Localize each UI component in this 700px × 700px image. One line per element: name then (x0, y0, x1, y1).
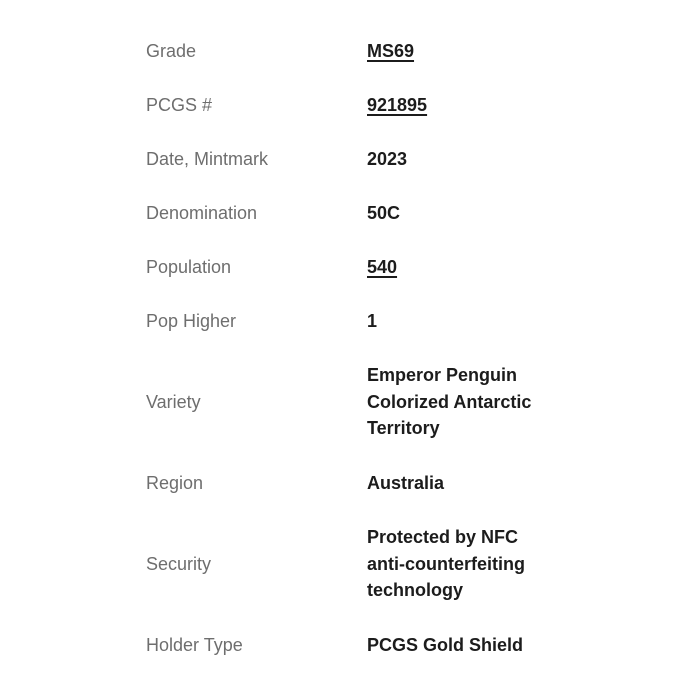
variety-value-line: Colorized Antarctic (367, 391, 532, 412)
spec-label-variety: Variety (146, 392, 201, 412)
spec-label-security: Security (146, 554, 212, 574)
population-link[interactable]: 540 (367, 257, 398, 277)
spec-label-denomination: Denomination (146, 203, 258, 223)
holder-type-value: PCGS Gold Shield (367, 635, 524, 655)
security-value-line: Protected by NFC (367, 527, 519, 547)
variety-value (367, 362, 597, 442)
pop-higher-value: 1 (367, 311, 378, 331)
spec-label-grade: Grade (146, 41, 197, 61)
spec-label-region: Region (146, 473, 204, 493)
pcgs-number-link[interactable]: 921895 (367, 95, 428, 115)
spec-label-pcgs-number: PCGS # (146, 95, 213, 115)
variety-value-line: Territory (367, 418, 440, 438)
security-value-line: technology (367, 580, 464, 600)
variety-value-line: Emperor Penguin (367, 365, 518, 385)
grade-link[interactable]: MS69 (367, 41, 415, 61)
denomination-value: 50C (367, 203, 401, 223)
spec-label-date-mintmark: Date, Mintmark (146, 149, 269, 169)
region-value: Australia (367, 473, 445, 493)
security-value-line: anti-counterfeiting (367, 553, 525, 574)
date-mintmark-value: 2023 (367, 149, 408, 169)
spec-label-holder-type: Holder Type (146, 635, 243, 655)
spec-label-pop-higher: Pop Higher (146, 311, 237, 331)
security-value (367, 524, 597, 604)
spec-label-population: Population (146, 257, 232, 277)
